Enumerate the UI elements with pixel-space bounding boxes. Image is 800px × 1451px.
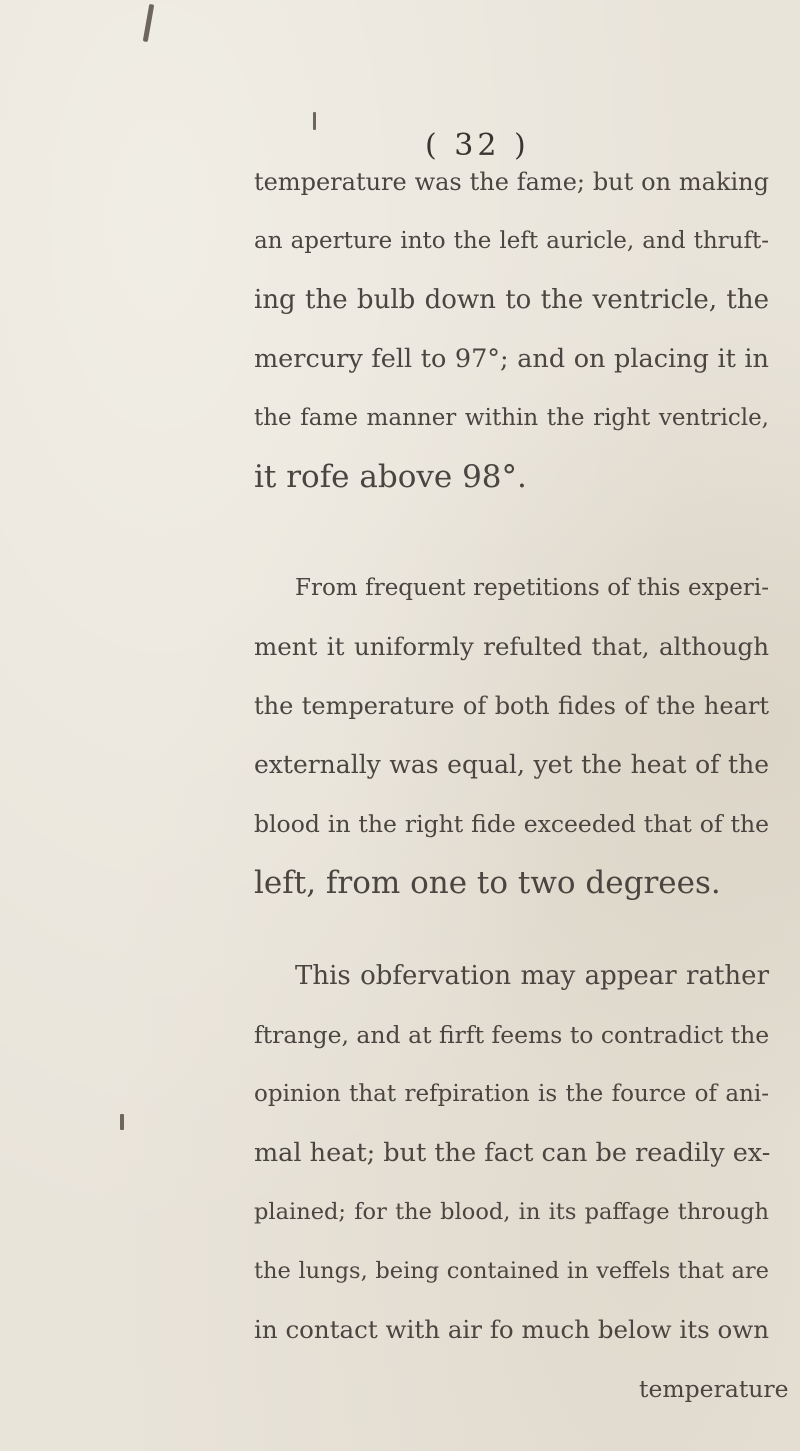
text-line: This obfervation may appear rather: [295, 961, 769, 991]
catchword: temperature: [639, 1375, 789, 1403]
text-line: From frequent repetitions of this experi-: [295, 575, 769, 601]
page-number: ( 32 ): [425, 128, 530, 163]
text-line: plained; for the blood, in its paffage through: [254, 1199, 769, 1225]
margin-mark: [143, 4, 155, 42]
text-line: blood in the right fide exceeded that of the: [254, 810, 769, 838]
text-line: it rofe above 98°.: [254, 459, 527, 495]
text-line: ing the bulb down to the ventricle, the: [254, 285, 769, 315]
text-line: the temperature of both fides of the heart: [254, 692, 769, 720]
text-line: the lungs, being contained in veffels that are: [254, 1258, 769, 1284]
text-line: ment it uniformly refulted that, although: [254, 632, 769, 661]
text-line: ftrange, and at firft feems to contradict the: [254, 1021, 770, 1049]
text-line: externally was equal, yet the heat of the: [254, 750, 769, 779]
margin-mark: [313, 112, 316, 130]
text-line: mercury fell to 97°; and on placing it in: [254, 344, 769, 374]
text-line: in contact with air fo much below its own: [254, 1315, 769, 1344]
text-line: temperature was the fame; but on making: [254, 168, 769, 196]
text-line: opinion that refpiration is the fource of ani-: [254, 1081, 769, 1107]
text-line: left, from one to two degrees.: [254, 865, 721, 901]
margin-mark: [120, 1114, 124, 1130]
text-line: mal heat; but the fact can be readily ex-: [254, 1138, 771, 1168]
text-line: an aperture into the left auricle, and thruft-: [254, 228, 769, 254]
text-line: the fame manner within the right ventricle,: [254, 405, 769, 431]
